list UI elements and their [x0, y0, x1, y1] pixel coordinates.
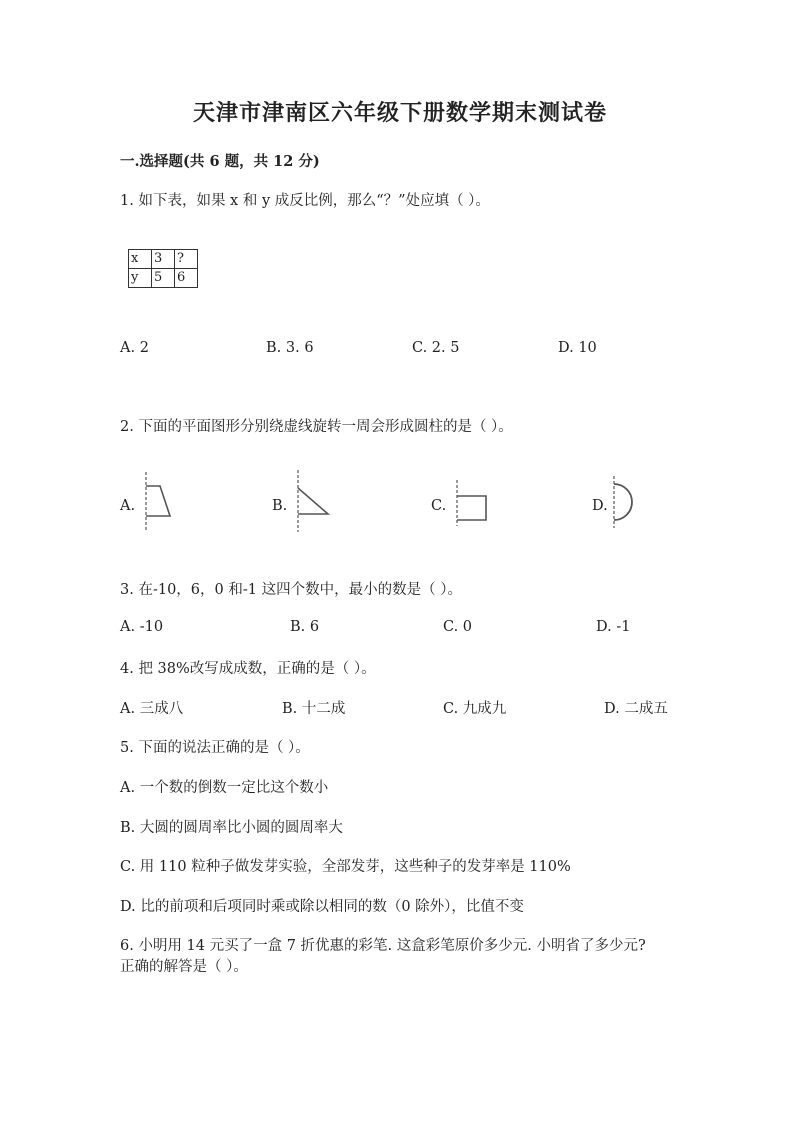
semicircle-figure	[608, 474, 642, 530]
q3-option-c[interactable]: C. 0	[443, 619, 473, 635]
q2-option-a[interactable]: A.	[120, 498, 136, 514]
q2-option-d[interactable]: D.	[592, 498, 608, 514]
q1-option-a[interactable]: A. 2	[120, 340, 149, 356]
q5-option-d[interactable]: D. 比的前项和后项同时乘或除以相同的数（0 除外），比值不变	[120, 899, 524, 915]
table-row	[129, 250, 198, 269]
question-5-text: 5. 下面的说法正确的是（ ）。	[120, 740, 310, 756]
question-4-text: 4. 把 38%改写成成数，正确的是（ ）。	[120, 661, 376, 677]
q3-option-b[interactable]: B. 6	[290, 619, 320, 635]
table-cell: 5	[152, 269, 175, 288]
table-cell: x	[129, 250, 152, 269]
trapezoid-figure	[138, 470, 178, 534]
q4-option-c[interactable]: C. 九成九	[443, 701, 507, 717]
xy-table	[128, 249, 198, 288]
table-row	[129, 269, 198, 288]
table-cell: 6	[175, 269, 198, 288]
q1-option-b[interactable]: B. 3. 6	[266, 340, 314, 356]
q4-option-b[interactable]: B. 十二成	[282, 701, 346, 717]
q5-option-a[interactable]: A. 一个数的倒数一定比这个数小	[120, 780, 329, 796]
triangle-figure	[290, 468, 334, 534]
table-cell: 3	[152, 250, 175, 269]
question-3-text: 3. 在-10，6，0 和-1 这四个数中，最小的数是（ ）。	[120, 582, 462, 598]
q1-option-d[interactable]: D. 10	[558, 340, 597, 356]
question-1-text: 1. 如下表，如果 x 和 y 成反比例，那么“？”处应填（ ）。	[120, 193, 490, 209]
q3-option-d[interactable]: D. -1	[596, 619, 631, 635]
question-6-text-line-2: 正确的解答是（ ）。	[120, 959, 248, 975]
q3-option-a[interactable]: A. -10	[120, 619, 164, 635]
page-title: 天津市津南区六年级下册数学期末测试卷	[192, 100, 607, 126]
q5-option-b[interactable]: B. 大圆的圆周率比小圆的圆周率大	[120, 820, 343, 836]
q2-option-b[interactable]: B.	[272, 498, 288, 514]
q1-option-c[interactable]: C. 2. 5	[412, 340, 460, 356]
question-2-text: 2. 下面的平面图形分别绕虚线旋转一周会形成圆柱的是（ ）。	[120, 419, 513, 435]
q4-option-a[interactable]: A. 三成八	[120, 701, 184, 717]
q4-option-d[interactable]: D. 二成五	[604, 701, 668, 717]
q5-option-c[interactable]: C. 用 110 粒种子做发芽实验，全部发芽，这些种子的发芽率是 110%	[120, 859, 571, 875]
q2-option-c[interactable]: C.	[431, 498, 447, 514]
table-cell: ?	[175, 250, 198, 269]
rectangle-figure	[452, 478, 492, 528]
table-cell: y	[129, 269, 152, 288]
section-heading: 一.选择题(共 6 题，共 12 分)	[120, 153, 320, 170]
question-6-text-line-1: 6. 小明用 14 元买了一盒 7 折优惠的彩笔. 这盒彩笔原价多少元. 小明省了多少元?	[120, 938, 646, 954]
